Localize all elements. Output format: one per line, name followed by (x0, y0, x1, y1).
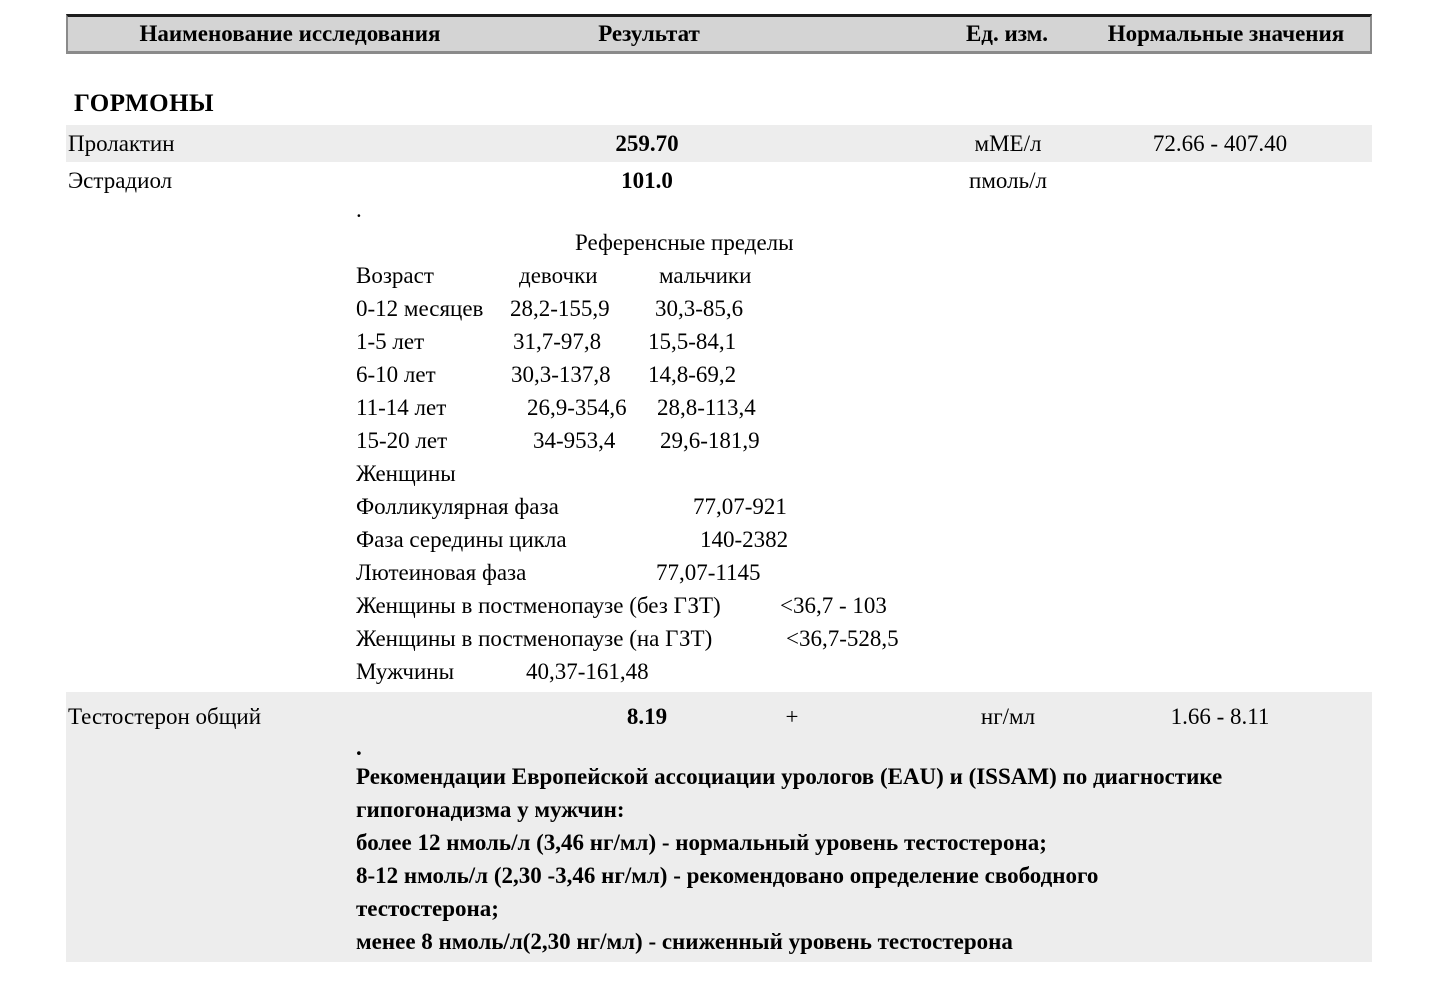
dot-mark: . (356, 196, 362, 222)
phase-range: 77,07-1145 (656, 559, 761, 585)
men-label: Мужчины (356, 658, 455, 684)
table-row-prolactin (66, 125, 1372, 162)
column-header-normal-values: Нормальные значения (1107, 21, 1345, 46)
phase-range: 77,07-921 (693, 493, 787, 519)
reference-phase-row (356, 655, 1076, 688)
unit-label: мМЕ/л (974, 130, 1042, 156)
dot-mark: . (356, 735, 362, 760)
reference-age-row (356, 391, 1076, 424)
reference-women-label-line (356, 457, 1076, 490)
reference-phase-row (356, 556, 1076, 589)
women-label: Женщины (356, 460, 456, 486)
unit-label: нг/мл (980, 703, 1036, 729)
note-text: 8-12 нмоль/л (2,30 -3,46 нг/мл) - рекомендовано определение свободного (356, 862, 1099, 888)
reference-phase-row (356, 523, 1076, 556)
reference-age-header (356, 259, 1076, 292)
unit-label: пмоль/л (969, 167, 1047, 193)
table-header-row (66, 14, 1372, 54)
note-text: менее 8 нмоль/л(2,30 нг/мл) - сниженный уровень тестостерона (356, 928, 1013, 954)
reference-range: 1.66 - 8.11 (1170, 703, 1270, 729)
reference-dot-line (356, 193, 1076, 226)
note-text: тестостерона; (356, 895, 499, 921)
reference-phase-row (356, 589, 1076, 622)
reference-age-row (356, 424, 1076, 457)
phase-label: Женщины в постменопаузе (на ГЗТ) (356, 625, 713, 651)
abnormal-flag: + (785, 703, 799, 729)
phase-label: Женщины в постменопаузе (без ГЗТ) (356, 592, 721, 618)
reference-age-row (356, 292, 1076, 325)
result-value: 8.19 (626, 703, 668, 729)
result-value: 259.70 (615, 130, 679, 156)
girls-range: 31,7-97,8 (513, 328, 602, 354)
column-header-test-name: Наименование исследования (139, 21, 441, 46)
reference-title-line (356, 226, 1076, 259)
phase-range: 140-2382 (700, 526, 789, 552)
phase-range: <36,7 - 103 (780, 592, 887, 618)
column-header-units: Ед. изм. (965, 21, 1049, 46)
phase-label: Фаза середины цикла (356, 526, 567, 552)
boys-range: 29,6-181,9 (660, 427, 760, 453)
analyte-name: Эстрадиол (68, 167, 173, 193)
girls-range: 34-953,4 (533, 427, 616, 453)
boys-range: 30,3-85,6 (655, 295, 744, 321)
reference-phase-row (356, 622, 1076, 655)
boys-range: 15,5-84,1 (648, 328, 737, 354)
note-text: более 12 нмоль/л (3,46 нг/мл) - нормальный уровень тестостерона; (356, 829, 1047, 855)
boys-range: 14,8-69,2 (648, 361, 737, 387)
table-row-testosterone (66, 700, 1372, 733)
testosterone-section (66, 692, 1372, 962)
men-range: 40,37-161,48 (526, 658, 649, 684)
estradiol-reference-block (356, 193, 1076, 688)
reference-phase-row (356, 490, 1076, 523)
column-header-result: Результат (598, 21, 700, 46)
boys-column-label: мальчики (659, 262, 752, 288)
age-range: 6-10 лет (356, 361, 436, 387)
age-range: 15-20 лет (356, 427, 448, 453)
boys-range: 28,8-113,4 (657, 394, 756, 420)
note-text: Рекомендации Европейской ассоциации урологов (EAU) и (ISSAM) по диагностике (356, 763, 1223, 789)
girls-range: 26,9-354,6 (527, 394, 627, 420)
phase-label: Фолликулярная фаза (356, 493, 559, 519)
phase-range: <36,7-528,5 (786, 625, 899, 651)
girls-range: 28,2-155,9 (510, 295, 610, 321)
age-range: 11-14 лет (356, 394, 447, 420)
reference-age-row (356, 358, 1076, 391)
age-range: 0-12 месяцев (356, 295, 484, 321)
analyte-name: Тестостерон общий (68, 703, 262, 729)
note-text: гипогонадизма у мужчин: (356, 796, 625, 822)
phase-label: Лютеиновая фаза (356, 559, 527, 585)
section-title-hormones: ГОРМОНЫ (74, 90, 215, 117)
reference-title: Референсные пределы (575, 229, 794, 255)
reference-age-row (356, 325, 1076, 358)
analyte-name: Пролактин (68, 130, 175, 156)
girls-column-label: девочки (519, 262, 598, 288)
result-value: 101.0 (621, 167, 673, 193)
age-column-label: Возраст (356, 262, 434, 288)
reference-range: 72.66 - 407.40 (1152, 130, 1288, 156)
age-range: 1-5 лет (356, 328, 425, 354)
girls-range: 30,3-137,8 (511, 361, 611, 387)
